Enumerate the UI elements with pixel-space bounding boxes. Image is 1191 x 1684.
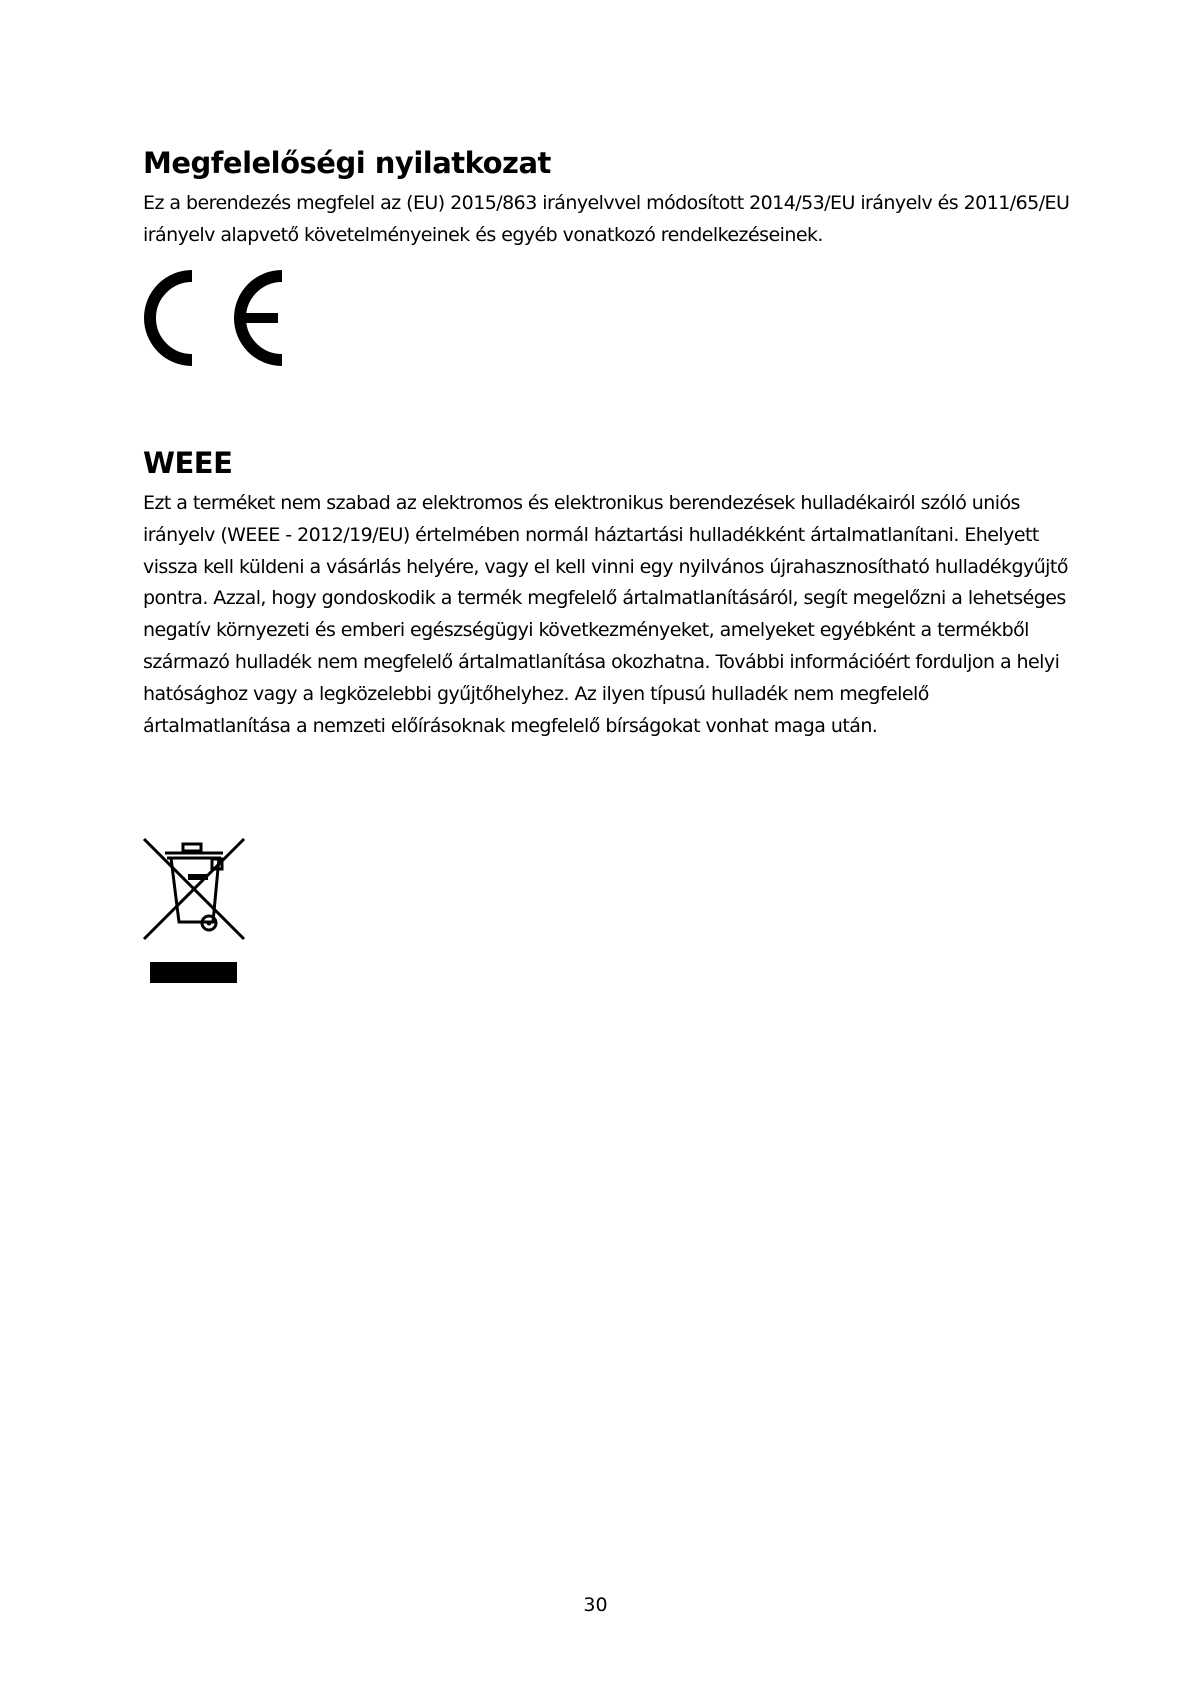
ce-mark-icon: [142, 268, 282, 368]
crossed-out-wheelie-bin-icon: [141, 836, 247, 984]
conformity-title: Megfelelőségi nyilatkozat: [143, 146, 551, 180]
page-number: 30: [583, 1594, 608, 1616]
weee-title: WEEE: [143, 446, 233, 480]
conformity-text: Ez a berendezés megfelel az (EU) 2015/863 irányelvvel módosított 2014/53/EU irányelv és 2011/65/EU irányelv alapvető követelményeinek és egyéb vonatkozó rendelkezéseinek.: [143, 192, 1070, 246]
weee-text: Ezt a terméket nem szabad az elektromos és elektronikus berendezések hulladékairól szóló uniós irányelv (WEEE - 2012/19/EU) értelmében normál háztartási hulladékként ártalmatlanítani. Ehelyett vissza kell küldeni a vásárlás helyére, vagy el kell vinni egy nyilvános újrahasznosítható hulladékgyűjtő pontra. Azzal, hogy gondoskodik a termék megfelelő ártalmatlanításáról, segít megelőzni a lehetséges negatív környezeti és emberi egészségügyi következményeket, amelyeket egyébként a termékből származó hulladék nem megfelelő ártalmatlanítása okozhatna. További információért forduljon a helyi hatósághoz vagy a legközelebbi gyűjtőhelyhez. Az ilyen típusú hulladék nem megfelelő ártalmatlanítása a nemzeti előírásoknak megfelelő bírságokat vonhat maga után.: [143, 492, 1068, 737]
